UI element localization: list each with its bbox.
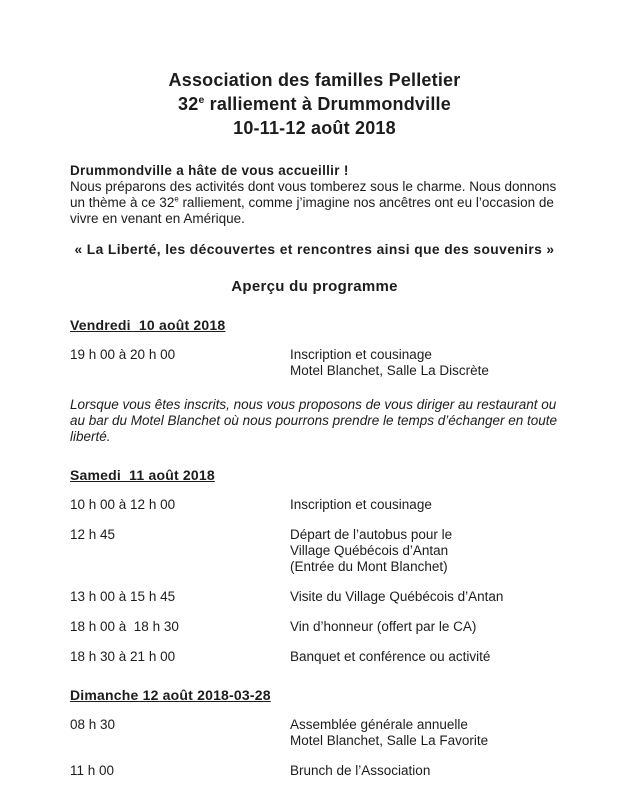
event-time: 11 h 00 — [70, 763, 115, 778]
ordinal-suffix: e — [174, 194, 179, 204]
event-description — [290, 649, 559, 665]
event-description — [290, 619, 559, 635]
welcome-heading: Drummondville a hâte de vous accueillir ! — [70, 163, 349, 178]
event-description-line: Inscription et cousinage — [290, 497, 432, 512]
event-time: 18 h 00 à 18 h 30 — [70, 619, 179, 634]
event-time: 19 h 00 à 20 h 00 — [70, 347, 176, 362]
day-section-vendredi — [70, 317, 559, 445]
event-description-line: Vin d’honneur (offert par le CA) — [290, 619, 477, 634]
event-description — [290, 497, 559, 513]
intro-paragraph-start: Nous préparons des activités dont vous tomberez sous le charme. Nous donnons un thème à ce 32 — [70, 179, 557, 210]
intro-paragraph — [70, 179, 559, 227]
event-time: 13 h 00 à 15 h 45 — [70, 589, 176, 604]
event-time: 18 h 30 à 21 h 00 — [70, 649, 176, 664]
day-heading-vendredi: Vendredi 10 août 2018 — [70, 317, 226, 333]
day-section-dimanche — [70, 687, 559, 779]
event-time: 08 h 30 — [70, 717, 116, 732]
title-line-2-text: ralliement à Drummondville — [204, 94, 451, 114]
event-time: 10 h 00 à 12 h 00 — [70, 497, 176, 512]
event-description-line: Inscription et cousinage — [290, 347, 432, 362]
event-description — [290, 717, 559, 749]
event-description-line: Motel Blanchet, Salle La Favorite — [290, 733, 489, 748]
title-line-3: 10-11-12 août 2018 — [233, 118, 396, 138]
program-title: Aperçu du programme — [231, 278, 398, 295]
event-description-line: Assemblée générale annuelle — [290, 717, 468, 732]
event-row — [70, 717, 559, 749]
event-description-line: Banquet et conférence ou activité — [290, 649, 491, 664]
event-description — [290, 347, 559, 379]
event-description-line: (Entrée du Mont Blanchet) — [290, 559, 448, 574]
event-row — [70, 497, 559, 513]
event-time: 12 h 45 — [70, 527, 116, 542]
event-description-line: Visite du Village Québécois d’Antan — [290, 589, 504, 604]
event-description — [290, 527, 559, 575]
event-description-line: Village Québécois d’Antan — [290, 543, 449, 558]
event-description — [290, 589, 559, 605]
ordinal-suffix: e — [198, 95, 205, 106]
document-title — [70, 68, 559, 140]
event-description — [290, 763, 559, 779]
title-line-1: Association des familles Pelletier — [168, 70, 461, 90]
event-row — [70, 619, 559, 635]
theme-quote: « La Liberté, les découvertes et rencontres ainsi que des souvenirs » — [74, 242, 555, 257]
event-description-line: Motel Blanchet, Salle La Discrète — [290, 363, 489, 378]
title-line-2-number: 32 — [178, 94, 199, 114]
day-heading-dimanche: Dimanche 12 août 2018-03-28 — [70, 687, 271, 703]
day-section-samedi — [70, 467, 559, 665]
intro-paragraph-end: ralliement, comme j’imagine nos ancêtres ont eu l’occasion de vivre en venant en Amérique. — [70, 195, 554, 226]
event-description-line: Brunch de l’Association — [290, 763, 431, 778]
event-description-line: Départ de l’autobus pour le — [290, 527, 453, 542]
event-row — [70, 649, 559, 665]
title-line-2 — [70, 92, 559, 116]
friday-evening-note: Lorsque vous êtes inscrits, nous vous proposons de vous diriger au restaurant ou au bar du Motel Blanchet où nous pourrons prendre le temps d’échanger en toute liberté. — [70, 397, 558, 444]
event-row — [70, 589, 559, 605]
event-row — [70, 763, 559, 779]
day-heading-samedi: Samedi 11 août 2018 — [70, 467, 215, 483]
event-row — [70, 347, 559, 379]
event-row — [70, 527, 559, 575]
